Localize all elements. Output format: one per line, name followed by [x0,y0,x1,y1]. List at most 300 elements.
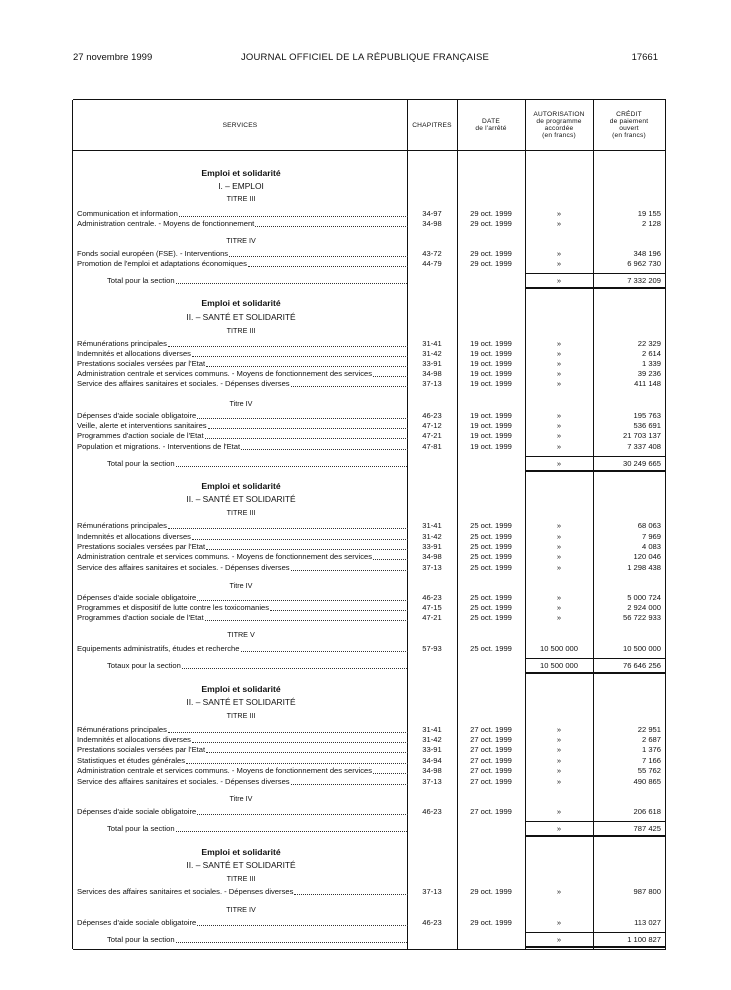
credit-cell: 39 236 [637,369,661,378]
row-label-text: Rémunérations principales [77,725,167,734]
titre-heading: TITRE III [226,874,256,883]
dot-leader [205,613,408,621]
date-cell: 27 oct. 1999 [470,777,512,786]
date-cell: 25 oct. 1999 [470,613,512,622]
date-cell: 25 oct. 1999 [470,552,512,561]
row-label [77,532,408,542]
row-label-text: Administration centrale. - Moyens de fonctionnement [77,219,255,228]
autorisation-cell: » [556,349,562,358]
date-cell: 19 oct. 1999 [470,369,512,378]
date-cell: 19 oct. 1999 [470,379,512,388]
titre-heading: Titre IV [229,794,253,803]
total-autorisation-cell: 10 500 000 [539,661,578,670]
dot-leader [241,442,408,450]
table-row [73,756,666,766]
date-cell: 25 oct. 1999 [470,603,512,612]
date-cell: 19 oct. 1999 [470,359,512,368]
autorisation-cell: » [556,918,562,927]
date-cell: 27 oct. 1999 [470,766,512,775]
total-autorisation-cell: » [556,824,562,833]
autorisation-cell: » [556,593,562,602]
total-label [107,276,407,286]
autorisation-cell: » [556,887,562,896]
autorisation-cell: » [556,369,562,378]
total-box-top [525,658,665,659]
table-row [73,745,666,755]
column-header-line: de paiement [609,118,649,125]
row-label-text: Rémunérations principales [77,521,167,530]
date-cell: 25 oct. 1999 [470,644,512,653]
chapitre-cell: 44-79 [422,259,442,268]
row-label-text: Fonds social européen (FSE). - Interventions [77,249,229,258]
credit-cell: 2 687 [641,735,661,744]
credit-cell: 2 614 [641,349,661,358]
total-credit-cell: 76 646 256 [622,661,661,670]
date-cell: 25 oct. 1999 [470,532,512,541]
row-label-text: Total pour la section [107,935,175,944]
table-row [73,349,666,359]
date-cell: 25 oct. 1999 [470,563,512,572]
total-row [73,661,666,671]
chapitre-cell: 46-23 [422,918,442,927]
row-label-text: Prestations sociales versées par l'Etat [77,359,206,368]
table-row [73,421,666,431]
chapitre-cell: 31-41 [422,521,442,530]
autorisation-cell: » [556,521,562,530]
column-header-chapitres-text: CHAPITRES [412,121,452,129]
row-label [77,369,408,379]
column-header-line: CRÉDIT [616,111,642,118]
chapitre-cell: 46-23 [422,593,442,602]
section-ministry: Emploi et solidarité [201,168,281,178]
row-label [77,339,408,349]
total-credit-cell: 787 425 [633,824,661,833]
dot-leader [229,249,408,257]
section-division: II. – SANTÉ ET SOLIDARITÉ [186,494,296,504]
chapitre-cell: 34-98 [422,219,442,228]
titre-heading: TITRE III [226,326,256,335]
total-autorisation-cell: » [556,459,562,468]
row-label-text: Veille, alerte et interventions sanitaires [77,421,207,430]
row-label-text: Indemnités et allocations diverses [77,349,191,358]
autorisation-cell: » [556,563,562,572]
titre-heading: Titre IV [229,581,253,590]
column-header-line: de l'arrêté [475,125,507,132]
row-label-text: Dépenses d'aide sociale obligatoire [77,807,197,816]
dot-leader [373,766,408,774]
credit-cell: 348 196 [633,249,661,258]
autorisation-cell: » [556,735,562,744]
date-cell: 19 oct. 1999 [470,442,512,451]
total-box-top [525,456,665,457]
chapitre-cell: 37-13 [422,887,442,896]
table-row [73,209,666,219]
row-label [77,359,408,369]
dot-leader [294,887,408,895]
chapitre-cell: 37-13 [422,379,442,388]
total-row [73,459,666,469]
credit-cell: 5 000 724 [627,593,661,602]
date-cell: 19 oct. 1999 [470,349,512,358]
titre-heading: TITRE III [226,508,256,517]
autorisation-cell: » [556,552,562,561]
total-row [73,935,666,945]
total-row [73,824,666,834]
dot-leader [176,276,407,284]
autorisation-cell: » [556,339,562,348]
chapitre-cell: 33-91 [422,745,442,754]
dot-leader [206,542,408,550]
section-ministry: Emploi et solidarité [201,684,281,694]
dot-leader [291,379,408,387]
titre-heading: TITRE III [226,711,256,720]
date-cell: 19 oct. 1999 [470,431,512,440]
row-label [77,552,408,562]
credit-cell: 2 128 [641,219,661,228]
row-label-text: Indemnités et allocations diverses [77,735,191,744]
date-cell: 19 oct. 1999 [470,339,512,348]
autorisation-cell: » [556,725,562,734]
credit-cell: 55 762 [637,766,661,775]
date-cell: 29 oct. 1999 [470,219,512,228]
table-row [73,735,666,745]
column-header-line: (en francs) [612,132,646,139]
chapitre-cell: 47-12 [422,421,442,430]
row-label [77,431,408,441]
total-box-bottom [525,470,665,472]
chapitre-cell: 31-42 [422,735,442,744]
chapitre-cell: 33-91 [422,542,442,551]
dot-leader [186,756,408,764]
row-label-text: Service des affaires sanitaires et sociales. - Dépenses diverses [77,379,290,388]
table-row [73,644,666,654]
row-label-text: Total pour la section [107,459,175,468]
titre-heading: TITRE V [227,630,255,639]
dot-leader [176,935,407,943]
row-label [77,918,408,928]
credit-cell: 206 618 [633,807,661,816]
dot-leader [241,644,408,652]
total-autorisation-cell: » [556,935,562,944]
chapitre-cell: 47-15 [422,603,442,612]
row-label-text: Services des affaires sanitaires et sociales. - Dépenses diverses [77,887,294,896]
chapitre-cell: 34-98 [422,552,442,561]
autorisation-cell: » [556,431,562,440]
titre-heading: TITRE IV [226,236,256,245]
table-row [73,249,666,259]
row-label [77,349,408,359]
total-label [107,661,407,671]
date-cell: 29 oct. 1999 [470,918,512,927]
row-label-text: Statistiques et études générales [77,756,186,765]
row-label [77,542,408,552]
credit-cell: 4 083 [641,542,661,551]
chapitre-cell: 34-98 [422,766,442,775]
row-label-text: Programmes et dispositif de lutte contre les toxicomanies [77,603,270,612]
total-credit-cell: 1 100 827 [627,935,661,944]
column-header-line: de programme [536,118,582,125]
row-label-text: Population et migrations. - Interventions de l'Etat [77,442,241,451]
dot-leader [192,735,408,743]
row-label [77,777,408,787]
row-label-text: Programmes d'action sociale de l'Etat [77,613,204,622]
dot-leader [248,259,408,267]
credit-cell: 21 703 137 [622,431,661,440]
credit-cell: 987 800 [633,887,661,896]
row-label-text: Totaux pour la section [107,661,181,670]
chapitre-cell: 33-91 [422,359,442,368]
autorisation-cell: » [556,766,562,775]
autorisation-cell: 10 500 000 [539,644,578,653]
row-label [77,411,408,421]
row-label [77,209,408,219]
date-cell: 29 oct. 1999 [470,259,512,268]
row-label [77,735,408,745]
dot-leader [197,918,408,926]
table-row [73,411,666,421]
date-cell: 27 oct. 1999 [470,756,512,765]
total-autorisation-cell: » [556,276,562,285]
date-cell: 29 oct. 1999 [470,887,512,896]
credit-cell: 1 298 438 [627,563,661,572]
dot-leader [291,563,408,571]
dot-leader [182,661,407,669]
row-label-text: Promotion de l'emploi et adaptations économiques [77,259,247,268]
credit-cell: 195 763 [633,411,661,420]
date-cell: 27 oct. 1999 [470,735,512,744]
titre-heading: TITRE III [226,194,256,203]
row-label-text: Administration centrale et services communs. - Moyens de fonctionnement des services [77,552,373,561]
table-row [73,532,666,542]
credit-cell: 490 865 [633,777,661,786]
dot-leader [373,369,408,377]
section-division: II. – SANTÉ ET SOLIDARITÉ [186,312,296,322]
table-row [73,887,666,897]
row-label-text: Total pour la section [107,276,175,285]
table-row [73,521,666,531]
chapitre-cell: 57-93 [422,644,442,653]
row-label [77,521,408,531]
dot-leader [206,745,408,753]
total-label [107,824,407,834]
autorisation-cell: » [556,532,562,541]
chapitre-cell: 34-94 [422,756,442,765]
dot-leader [208,421,408,429]
row-label [77,807,408,817]
autorisation-cell: » [556,745,562,754]
credit-cell: 120 046 [633,552,661,561]
dot-leader [197,807,408,815]
journal-title: JOURNAL OFFICIEL DE LA RÉPUBLIQUE FRANÇAISE [240,52,490,63]
row-label [77,725,408,735]
credit-cell: 113 027 [634,918,661,927]
autorisation-cell: » [556,777,562,786]
chapitre-cell: 43-72 [422,249,442,258]
row-label-text: Dépenses d'aide sociale obligatoire [77,593,197,602]
row-label [77,442,408,452]
total-box-top [525,932,665,933]
dot-leader [373,552,408,560]
date-cell: 25 oct. 1999 [470,542,512,551]
autorisation-cell: » [556,219,562,228]
autorisation-cell: » [556,613,562,622]
dot-leader [176,459,407,467]
autorisation-cell: » [556,249,562,258]
credit-cell: 10 500 000 [622,644,661,653]
total-box-bottom [525,835,665,837]
chapitre-cell: 31-42 [422,532,442,541]
total-box-bottom [525,287,665,289]
autorisation-cell: » [556,542,562,551]
table-row [73,431,666,441]
row-label-text: Service des affaires sanitaires et sociales. - Dépenses diverses [77,563,290,572]
row-label [77,259,408,269]
table-row [73,552,666,562]
total-credit-cell: 30 249 665 [622,459,661,468]
section-ministry: Emploi et solidarité [201,298,281,308]
total-credit-cell: 7 332 209 [627,276,661,285]
date-cell: 25 oct. 1999 [470,521,512,530]
row-label-text: Dépenses d'aide sociale obligatoire [77,411,197,420]
chapitre-cell: 34-97 [422,209,442,218]
table-row [73,725,666,735]
chapitre-cell: 31-41 [422,339,442,348]
section-ministry: Emploi et solidarité [201,481,281,491]
column-header-line: (en francs) [542,132,576,139]
table-row [73,593,666,603]
column-header-services-text: SERVICES [222,121,258,129]
autorisation-cell: » [556,209,562,218]
chapitre-cell: 46-23 [422,411,442,420]
table-row [73,563,666,573]
dot-leader [255,219,408,227]
autorisation-cell: » [556,411,562,420]
row-label-text: Programmes d'action sociale de l'Etat [77,431,204,440]
row-label-text: Dépenses d'aide sociale obligatoire [77,918,197,927]
row-label [77,756,408,766]
row-label [77,644,408,654]
date-cell: 25 oct. 1999 [470,593,512,602]
table-row [73,219,666,229]
credit-cell: 19 155 [637,209,661,218]
autorisation-cell: » [556,421,562,430]
credit-cell: 7 166 [641,756,661,765]
table-row [73,766,666,776]
row-label [77,421,408,431]
row-label-text: Equipements administratifs, études et recherche [77,644,240,653]
row-label-text: Total pour la section [107,824,175,833]
dot-leader [192,532,408,540]
chapitre-cell: 31-42 [422,349,442,358]
row-label [77,766,408,776]
dot-leader [197,411,408,419]
dot-leader [168,725,408,733]
date-cell: 27 oct. 1999 [470,807,512,816]
row-label [77,613,408,623]
section-division: II. – SANTÉ ET SOLIDARITÉ [186,860,296,870]
dot-leader [168,521,408,529]
dot-leader [206,359,408,367]
titre-heading: Titre IV [229,399,253,408]
table-row [73,613,666,623]
credit-cell: 6 962 730 [627,259,661,268]
table-row [73,259,666,269]
row-label [77,603,408,613]
total-row [73,276,666,286]
date-cell: 19 oct. 1999 [470,421,512,430]
dot-leader [192,349,408,357]
column-header-line: ouvert [619,125,639,132]
date-cell: 29 oct. 1999 [470,249,512,258]
dot-leader [168,339,408,347]
total-box-top [525,821,665,822]
table-row [73,379,666,389]
row-label-text: Prestations sociales versées par l'Etat [77,542,206,551]
table-row [73,542,666,552]
table-row [73,442,666,452]
autorisation-cell: » [556,807,562,816]
table-row [73,918,666,928]
autorisation-cell: » [556,442,562,451]
autorisation-cell: » [556,603,562,612]
row-label-text: Rémunérations principales [77,339,167,348]
dot-leader [270,603,408,611]
total-box-top [525,273,665,274]
column-header-line: DATE [482,118,500,125]
total-box-bottom [525,946,665,948]
budget-table [73,99,666,950]
total-box-bottom [525,672,665,674]
total-label [107,935,407,945]
row-label-text: Prestations sociales versées par l'Etat [77,745,206,754]
row-label [77,593,408,603]
chapitre-cell: 31-41 [422,725,442,734]
dot-leader [291,777,408,785]
table-row [73,339,666,349]
credit-cell: 7 969 [641,532,661,541]
credit-cell: 1 376 [641,745,661,754]
autorisation-cell: » [556,359,562,368]
page-number: 17661 [631,52,658,63]
table-row [73,603,666,613]
row-label [77,219,408,229]
table-row [73,807,666,817]
credit-cell: 2 924 000 [627,603,661,612]
column-header-line: accordée [544,125,574,132]
date-cell: 27 oct. 1999 [470,745,512,754]
credit-cell: 68 063 [637,521,661,530]
autorisation-cell: » [556,756,562,765]
row-label-text: Indemnités et allocations diverses [77,532,191,541]
autorisation-cell: » [556,259,562,268]
row-label-text: Administration centrale et services communs. - Moyens de fonctionnement des services [77,369,373,378]
row-label [77,745,408,755]
section-division: I. – EMPLOI [218,181,264,191]
section-ministry: Emploi et solidarité [201,847,281,857]
dot-leader [176,824,407,832]
table-body [73,100,666,949]
chapitre-cell: 37-13 [422,563,442,572]
credit-cell: 1 339 [641,359,661,368]
credit-cell: 22 329 [637,339,661,348]
dot-leader [179,209,408,217]
chapitre-cell: 47-21 [422,431,442,440]
row-label [77,379,408,389]
row-label-text: Service des affaires sanitaires et sociales. - Dépenses diverses [77,777,290,786]
autorisation-cell: » [556,379,562,388]
column-header-line: AUTORISATION [533,111,585,118]
chapitre-cell: 47-81 [422,442,442,451]
